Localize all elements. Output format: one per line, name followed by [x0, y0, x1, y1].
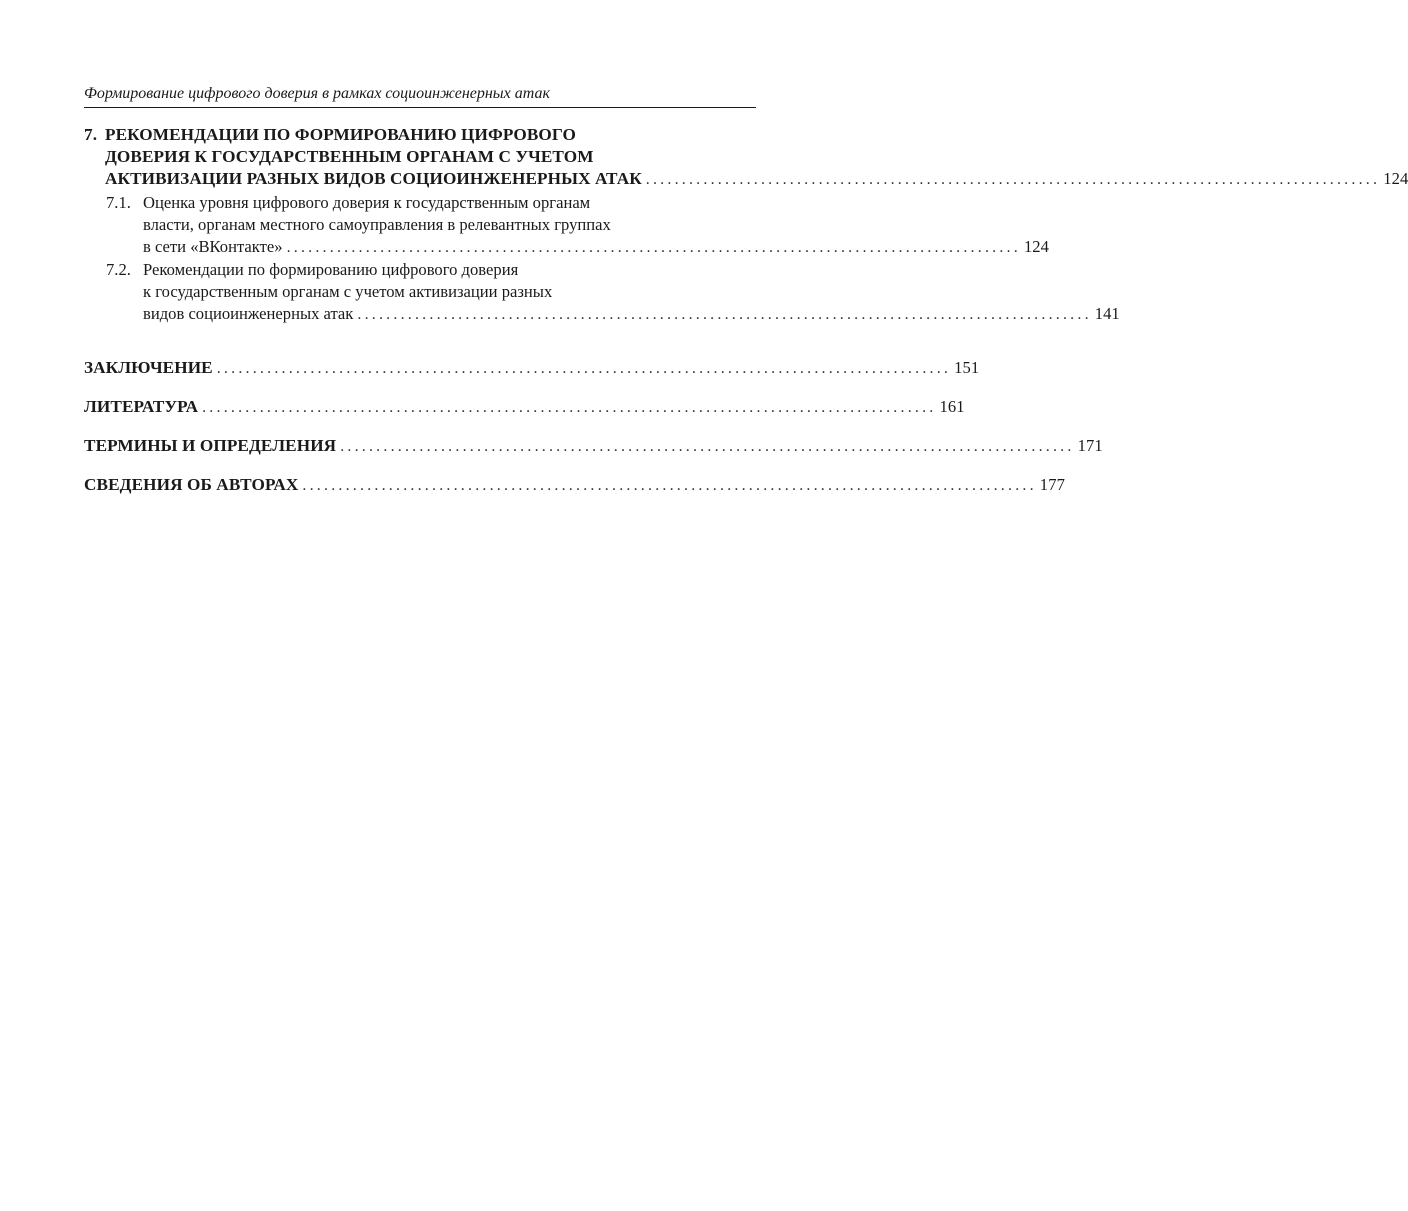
dot-leader: ...................................................................................................... — [202, 399, 937, 416]
entry-page-number: 161 — [939, 397, 965, 416]
chapter-number: 7. — [84, 125, 98, 144]
toc-section-7-1[interactable] — [84, 192, 1049, 258]
entry-title: ТЕРМИНЫ И ОПРЕДЕЛЕНИЯ — [84, 436, 337, 455]
entry-page-number: 171 — [1077, 436, 1103, 455]
section-number: 7.2. — [106, 260, 131, 279]
section-title-line-1: Рекомендации по формированию цифрового доверия — [143, 260, 519, 279]
section-title-line-2: власти, органам местного самоуправления в релевантных группах — [143, 215, 611, 234]
dot-leader: ...................................................................................................... — [340, 438, 1075, 455]
entry-page-number: 177 — [1039, 475, 1065, 494]
dot-leader: ...................................................................................................... — [216, 360, 952, 377]
section-number: 7.1. — [106, 193, 131, 212]
toc-terms[interactable] — [84, 435, 1103, 457]
entry-page-number: 151 — [954, 358, 980, 377]
toc-authors[interactable] — [84, 474, 1065, 496]
dot-leader: ...................................................................................................... — [645, 171, 1381, 188]
section-title-line-2: к государственным органам с учетом активизации разных — [143, 282, 553, 301]
section-page-number: 141 — [1094, 304, 1120, 323]
section-title-line-3: в сети «ВКонтакте» — [143, 237, 283, 256]
chapter-page-number: 124 — [1383, 169, 1408, 188]
toc-section-7-2[interactable] — [84, 259, 1120, 325]
dot-leader: ...................................................................................................... — [286, 239, 1021, 256]
section-page-number: 124 — [1023, 237, 1049, 256]
entry-title: СВЕДЕНИЯ ОБ АВТОРАХ — [84, 475, 299, 494]
table-of-contents — [84, 124, 1408, 496]
dot-leader: ...................................................................................................... — [302, 477, 1037, 494]
toc-literature[interactable] — [84, 396, 965, 418]
header-rule — [84, 107, 756, 108]
running-title: Формирование цифрового доверия в рамках социоинженерных атак — [84, 85, 550, 102]
chapter-title-line-1: РЕКОМЕНДАЦИИ ПО ФОРМИРОВАНИЮ ЦИФРОВОГО — [105, 125, 576, 144]
toc-chapter-7[interactable] — [84, 124, 1408, 190]
toc-conclusion[interactable] — [84, 357, 980, 379]
entry-title: ЛИТЕРАТУРА — [84, 397, 199, 416]
dot-leader: ...................................................................................................... — [357, 306, 1092, 323]
entry-title: ЗАКЛЮЧЕНИЕ — [84, 358, 213, 377]
chapter-title-line-2: ДОВЕРИЯ К ГОСУДАРСТВЕННЫМ ОРГАНАМ С УЧЕТОМ — [105, 147, 594, 166]
section-title-line-1: Оценка уровня цифрового доверия к государственным органам — [143, 193, 591, 212]
section-title-line-3: видов социоинженерных атак — [143, 304, 354, 323]
chapter-title-line-3: АКТИВИЗАЦИИ РАЗНЫХ ВИДОВ СОЦИОИНЖЕНЕРНЫХ АТАК — [105, 169, 642, 188]
